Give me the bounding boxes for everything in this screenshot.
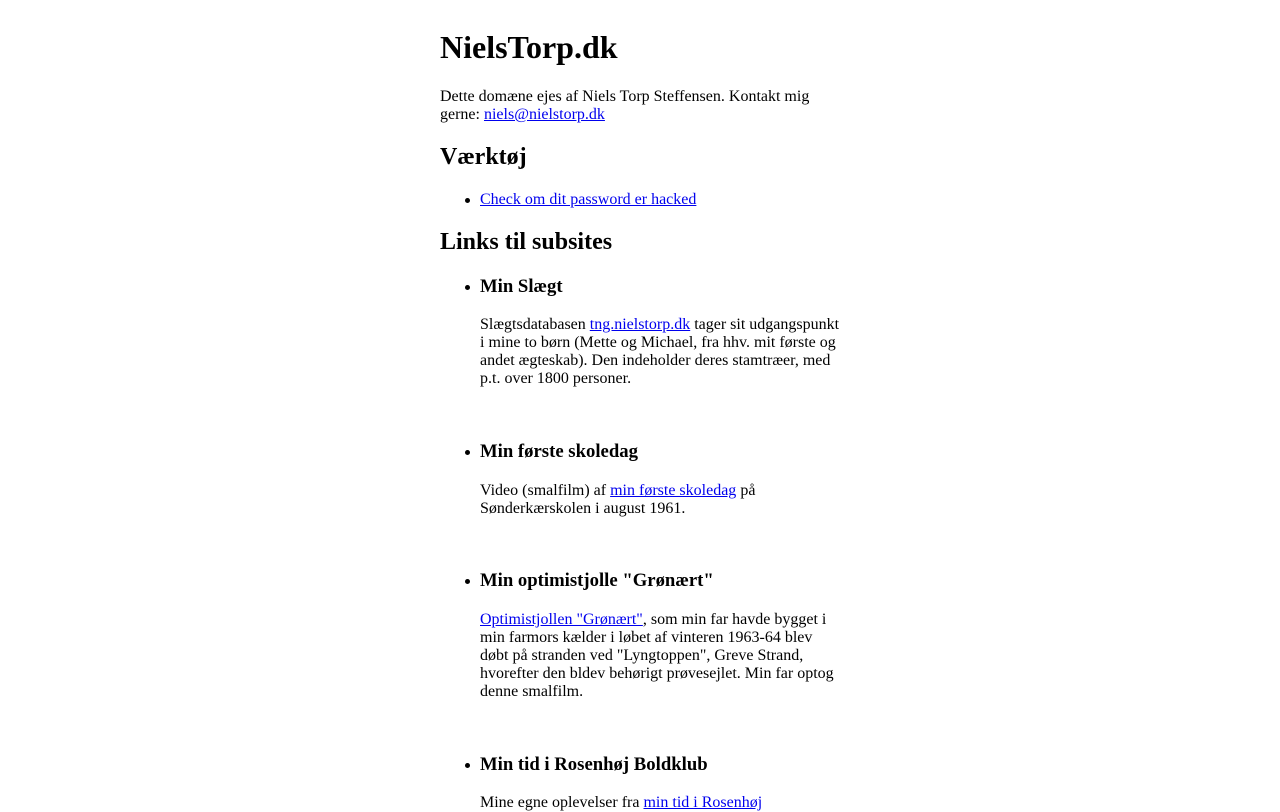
subsite-description bbox=[480, 794, 840, 812]
optimistjolle-link[interactable]: Optimistjollen "Grønært" bbox=[480, 611, 643, 628]
site-title: NielsTorp.dk bbox=[440, 29, 618, 65]
description-text: , som min far havde bygget i min farmors kælder i løbet af vinteren 1963-64 blev døbt på stranden ved "Lyngtoppen", Greve Strand, hvorefter den bldev behørigt prøvesejlet. Min far optog denne smalfilm. bbox=[480, 611, 834, 700]
rosenhoej-link[interactable]: min tid i Rosenhøj bbox=[643, 794, 763, 811]
subsite-description bbox=[480, 316, 840, 388]
intro-text: Dette domæne ejes af Niels Torp Steffensen. Kontakt mig gerne: bbox=[440, 88, 810, 123]
subsite-title: Min optimistjolle "Grønært" bbox=[480, 570, 714, 591]
description-text: Mine egne oplevelser fra bbox=[480, 794, 644, 811]
subsites-heading: Links til subsites bbox=[440, 229, 613, 255]
subsite-item-optimistjolle bbox=[480, 570, 840, 700]
description-text: på Sønderkærskolen i august 1961. bbox=[480, 482, 756, 517]
email-link[interactable]: niels@nielstorp.dk bbox=[483, 106, 605, 123]
skoledag-link[interactable]: min første skoledag bbox=[610, 482, 737, 499]
subsite-item-skoledag bbox=[480, 441, 840, 517]
subsite-title: Min Slægt bbox=[480, 276, 563, 297]
subsite-title: Min tid i Rosenhøj Boldklub bbox=[480, 754, 708, 775]
description-text: Video (smalfilm) af bbox=[480, 482, 611, 499]
subsite-item-rosenhoej bbox=[480, 754, 840, 811]
intro-paragraph bbox=[440, 88, 840, 124]
subsite-title: Min første skoledag bbox=[480, 441, 638, 462]
list-item bbox=[480, 191, 840, 209]
password-check-link[interactable]: Check om dit password er hacked bbox=[480, 191, 697, 208]
subsite-description bbox=[480, 611, 840, 701]
tng-link[interactable]: tng.nielstorp.dk bbox=[589, 316, 691, 333]
subsite-description bbox=[480, 482, 840, 518]
description-text: Slægtsdatabasen bbox=[480, 316, 590, 333]
tools-heading: Værktøj bbox=[440, 144, 527, 170]
description-text: tager sit udgangspunkt i mine to børn (Mette og Michael, fra hhv. mit første og andet ægteskab). Den indeholder deres stamtræer, med p.t. over 1800 personer. bbox=[480, 316, 840, 387]
subsite-item-slaegt bbox=[480, 276, 840, 387]
